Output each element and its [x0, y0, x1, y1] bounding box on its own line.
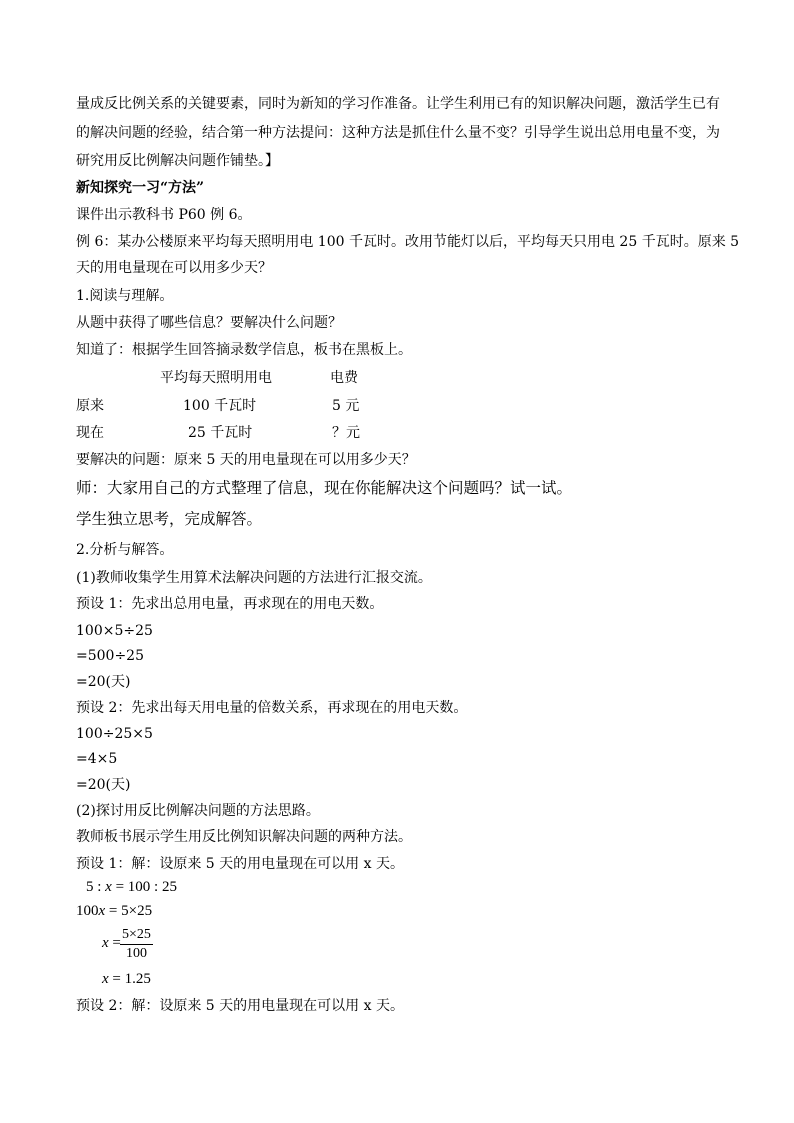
- paragraph-line: 预设 2：解：设原来 5 天的用电量现在可以用 x 天。: [76, 998, 404, 1014]
- paragraph-line: 教师板书展示学生用反比例知识解决问题的两种方法。: [76, 829, 412, 845]
- paragraph-line: 研究用反比例解决问题作铺垫。】: [76, 153, 279, 169]
- paragraph-line: 学生独立思考，完成解答。: [76, 510, 263, 528]
- example-line: 例 6：某办公楼原来平均每天照明用电 100 千瓦时。改用节能灯以后，平均每天只用电 25 千瓦时。原来 5: [76, 234, 740, 250]
- paragraph-line: 的解决问题的经验，结合第一种方法提问：这种方法是抓住什么量不变？引导学生说出总用电量不变，为: [76, 125, 720, 141]
- equation-term: 100: [76, 903, 99, 919]
- equation-line: [76, 903, 152, 920]
- table-cell-fee: ？元: [332, 425, 360, 441]
- calc-line: 100×5÷25: [76, 623, 153, 639]
- table-header-fee: 电费: [330, 370, 358, 386]
- equation-fraction: [120, 926, 153, 963]
- equation-variable: x: [105, 879, 112, 895]
- calc-line: =20(天): [76, 777, 131, 793]
- step-heading: 1.阅读与理解。: [76, 288, 174, 304]
- paragraph-line: 预设 2：先求出每天用电量的倍数关系，再求现在的用电天数。: [76, 700, 468, 716]
- equation-line: 5 : x = 100 : 25: [86, 879, 177, 895]
- equation-term: = 100 : 25: [111, 879, 177, 895]
- paragraph-line: 量成反比例关系的关键要素，同时为新知的学习作准备。让学生利用已有的知识解决问题，激活学生已有: [76, 96, 720, 112]
- table-cell-usage: 25 千瓦时: [188, 425, 253, 441]
- equation-variable: x: [102, 971, 109, 987]
- equation-line: x =: [102, 935, 121, 951]
- paragraph-line: 从题中获得了哪些信息？要解决什么问题？: [76, 315, 342, 331]
- paragraph-line: 课件出示教科书 P60 例 6。: [76, 207, 252, 223]
- fraction-numerator: 5×25: [120, 926, 153, 945]
- table-header-usage: 平均每天照明用电: [160, 370, 272, 386]
- paragraph-line: (1)教师收集学生用算术法解决问题的方法进行汇报交流。: [76, 570, 432, 586]
- calc-line: 100÷25×5: [76, 726, 153, 742]
- section-heading: 新知探究一习“方法”: [76, 180, 205, 196]
- paragraph-line: (2)探讨用反比例解决问题的方法思路。: [76, 803, 320, 819]
- calc-line: =4×5: [76, 751, 118, 767]
- example-line: 天的用电量现在可以用多少天？: [76, 260, 272, 276]
- equation-variable: x: [98, 903, 106, 919]
- calc-line: =20(天): [76, 674, 131, 690]
- paragraph-line: 预设 1：解：设原来 5 天的用电量现在可以用 x 天。: [76, 856, 404, 872]
- paragraph-line: 预设 1：先求出总用电量，再求现在的用电天数。: [76, 596, 384, 612]
- table-row-label: 原来: [76, 398, 104, 414]
- step-heading: 2.分析与解答。: [76, 542, 174, 558]
- paragraph-line: 要解决的问题：原来 5 天的用电量现在可以用多少天？: [76, 452, 416, 468]
- equation-line: [102, 971, 151, 988]
- table-cell-usage: 100 千瓦时: [183, 398, 257, 414]
- table-cell-fee: 5 元: [332, 398, 360, 414]
- paragraph-line: 知道了：根据学生回答摘录数学信息，板书在黑板上。: [76, 342, 412, 358]
- table-row-label: 现在: [76, 425, 104, 441]
- equation-variable: x: [102, 935, 109, 951]
- equation-term: = 1.25: [108, 971, 151, 987]
- fraction-denominator: 100: [125, 946, 147, 961]
- equation-term: = 5×25: [105, 903, 153, 919]
- calc-line: =500÷25: [76, 648, 144, 664]
- paragraph-line: 师：大家用自己的方式整理了信息，现在你能解决这个问题吗？试一试。: [76, 479, 573, 497]
- equation-term: 5: [86, 879, 94, 895]
